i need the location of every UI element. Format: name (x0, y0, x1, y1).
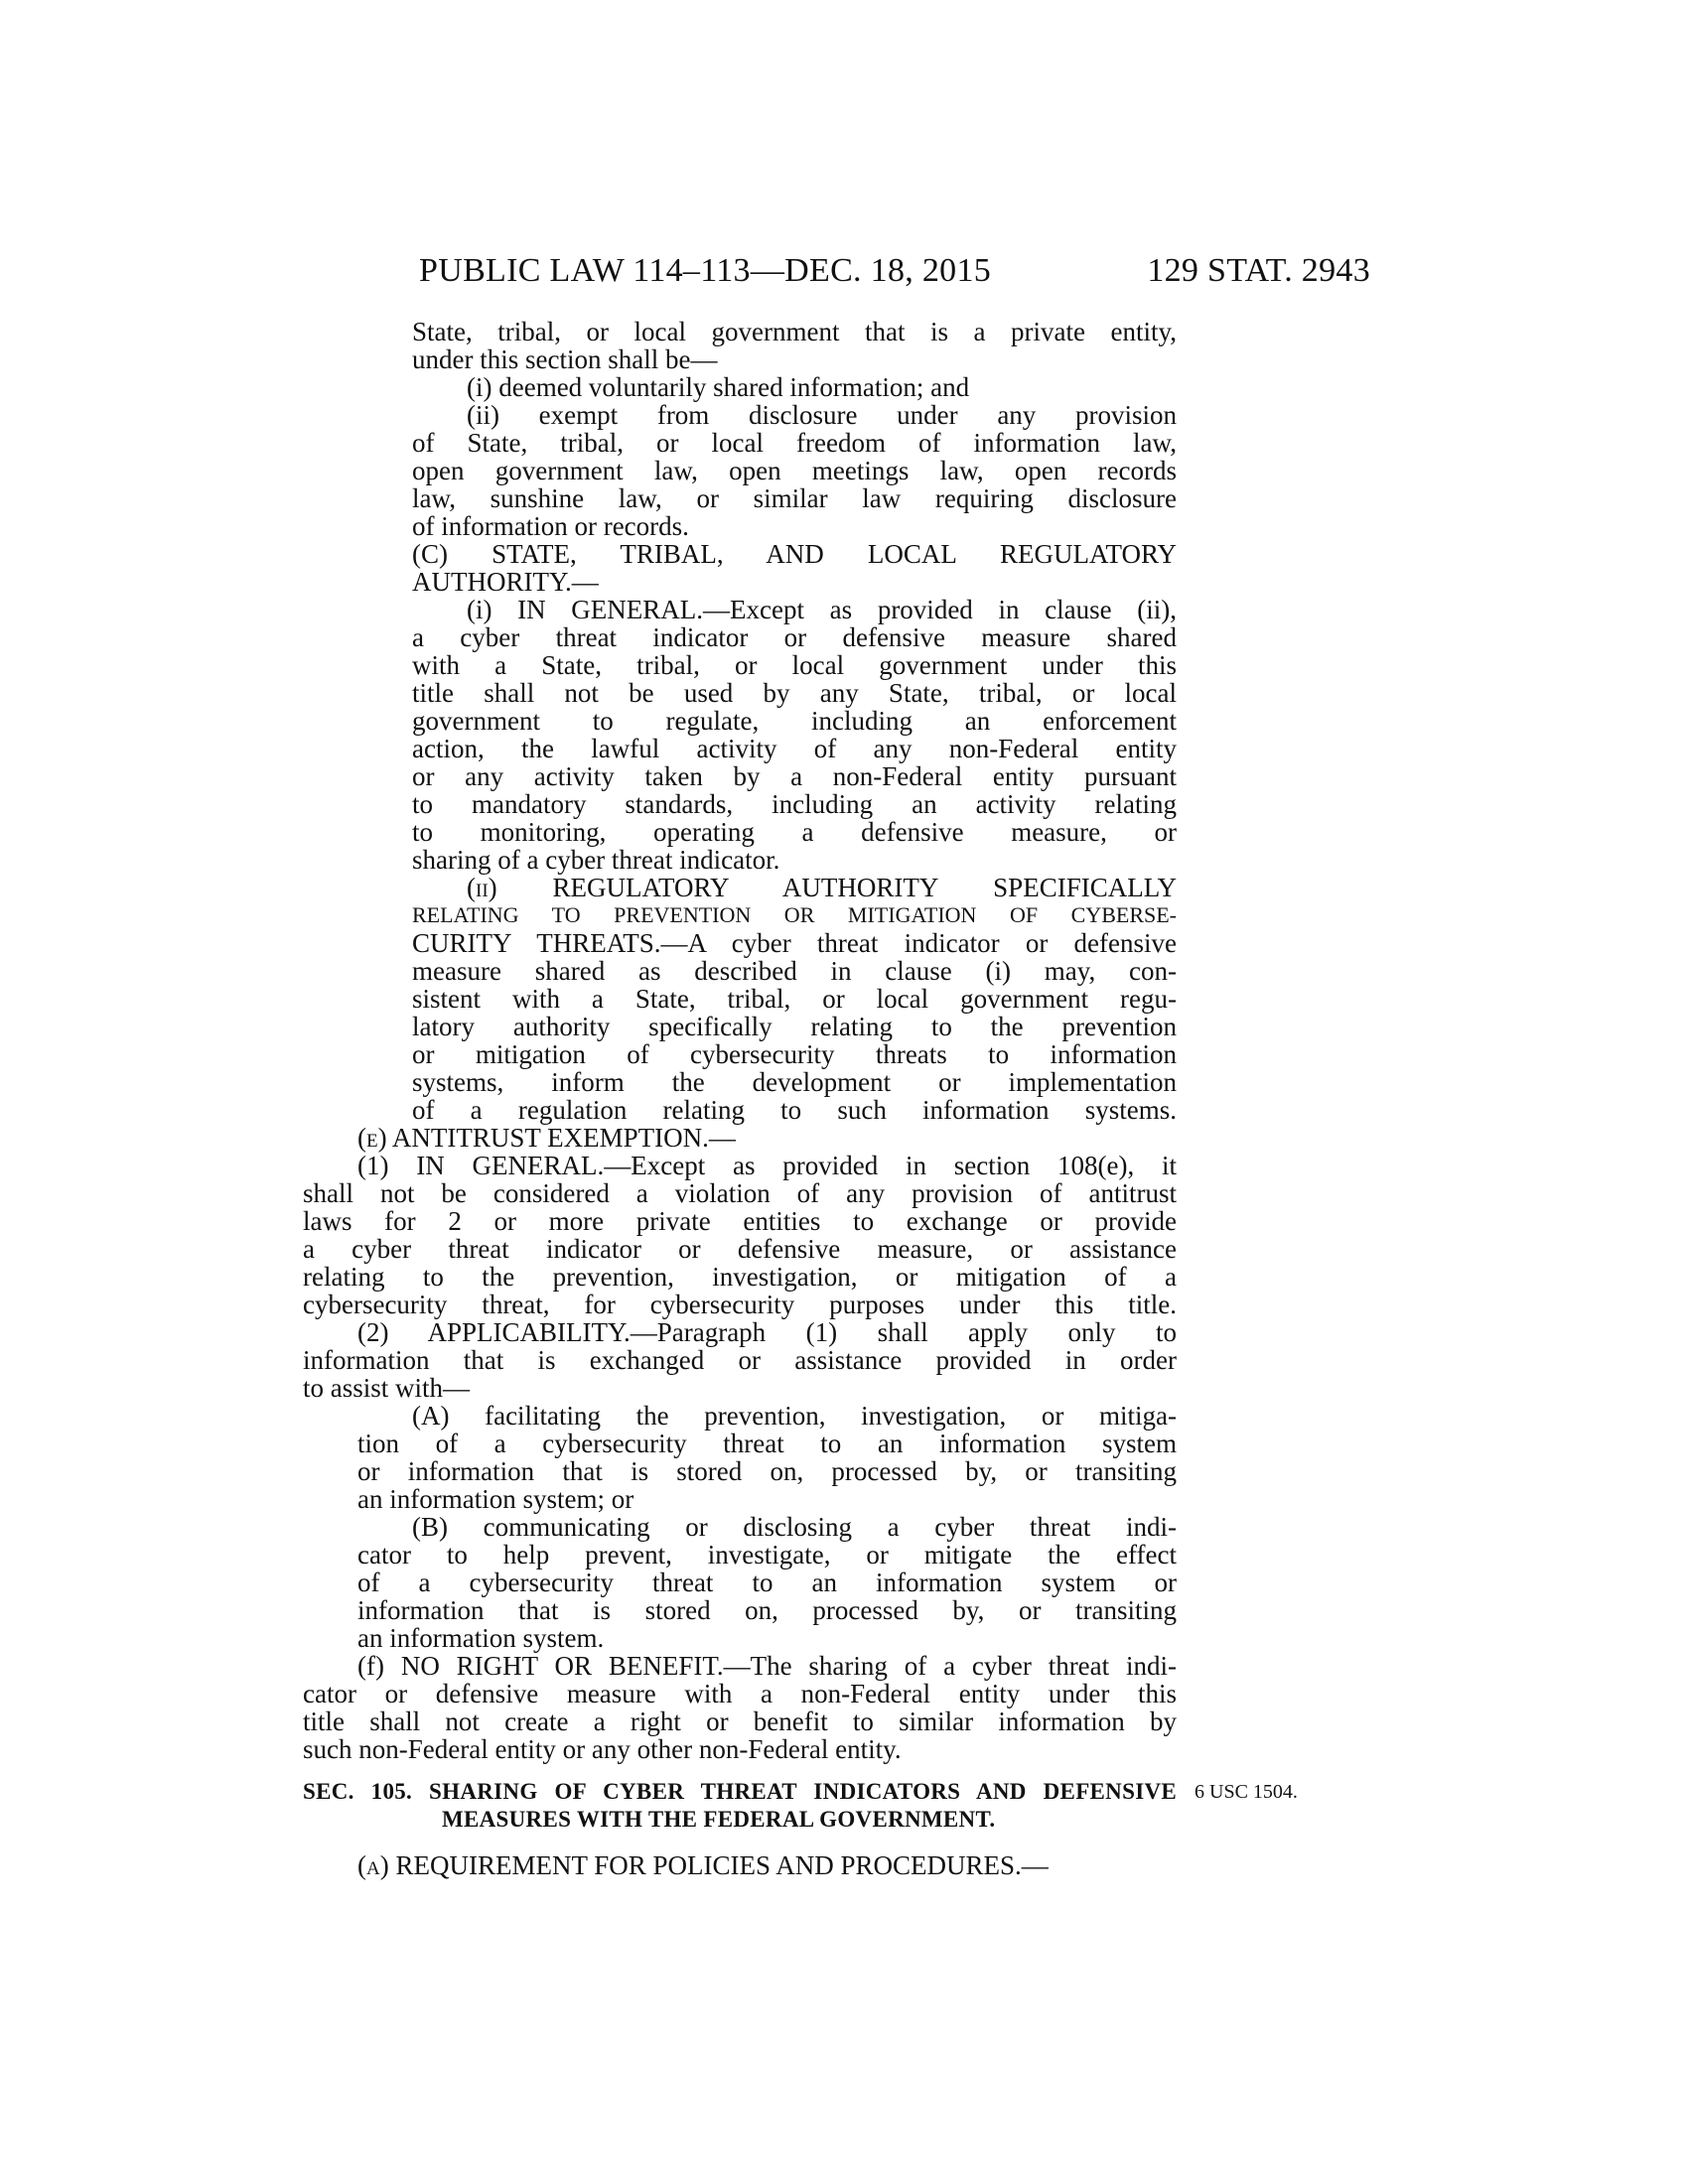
text-line: cator or defensive measure with a non-Federal entity under this (303, 1679, 1177, 1708)
text-line: information that is stored on, processed by, or transiting (357, 1595, 1177, 1625)
text-line: government to regulate, including an enforcement (412, 706, 1177, 736)
usc-margin-note: 6 USC 1504. (1195, 1781, 1298, 1803)
header-page-number: 129 STAT. 2943 (1147, 252, 1370, 289)
text-line: sharing of a cyber threat indicator. (412, 845, 780, 875)
text-line: laws for 2 or more private entities to exchange or provide (303, 1206, 1177, 1236)
text-line: to assist with— (303, 1373, 471, 1403)
section-heading-line1: SEC. 105. SHARING OF CYBER THREAT INDICATORS AND DEFENSIVE (303, 1779, 1177, 1804)
text-line: measure shared as described in clause (i) may, con- (412, 956, 1177, 986)
text-line: law, sunshine law, or similar law requiring disclosure (412, 483, 1177, 513)
text-line: CURITY THREATS.—A cyber threat indicator or defensive (412, 928, 1177, 958)
text-line: AUTHORITY.— (412, 567, 599, 597)
text-line: an information system; or (357, 1484, 634, 1514)
text-line: cator to help prevent, investigate, or mitigate the effect (357, 1540, 1177, 1570)
header-title: PUBLIC LAW 114–113—DEC. 18, 2015 (419, 252, 992, 289)
text-line: or mitigation of cybersecurity threats to information (412, 1039, 1177, 1069)
text-line: of a cybersecurity threat to an information system or (357, 1568, 1177, 1597)
section-heading-line2: MEASURES WITH THE FEDERAL GOVERNMENT. (442, 1807, 996, 1832)
text-line: under this section shall be— (412, 344, 718, 374)
text-line: RELATING TO PREVENTION OR MITIGATION OF CYBERSE- (412, 902, 1177, 927)
text-line: (ii) exempt from disclosure under any provision (467, 400, 1177, 430)
text-line: tion of a cybersecurity threat to an information system (357, 1429, 1177, 1458)
subsection-heading: (a) REQUIREMENT FOR POLICIES AND PROCEDURES.— (357, 1850, 1049, 1880)
text-line: State, tribal, or local government that is a private entity, (412, 317, 1177, 346)
text-line: or information that is stored on, processed by, or transiting (357, 1456, 1177, 1486)
text-line: shall not be considered a violation of any provision of antitrust (303, 1178, 1177, 1208)
text-line: (2) APPLICABILITY.—Paragraph (1) shall apply only to (357, 1317, 1177, 1347)
text-line: relating to the prevention, investigation, or mitigation of a (303, 1262, 1177, 1292)
text-line: such non-Federal entity or any other non-Federal entity. (303, 1734, 902, 1764)
text-line: to monitoring, operating a defensive measure, or (412, 817, 1177, 847)
text-line: a cyber threat indicator or defensive measure shared (412, 622, 1177, 652)
text-line: (i) IN GENERAL.—Except as provided in clause (ii), (467, 595, 1177, 624)
text-line: (ii) REGULATORY AUTHORITY SPECIFICALLY (467, 873, 1177, 902)
text-line: latory authority specifically relating to the prevention (412, 1012, 1177, 1041)
text-line: (e) ANTITRUST EXEMPTION.— (357, 1123, 736, 1153)
text-line: a cyber threat indicator or defensive measure, or assistance (303, 1234, 1177, 1264)
text-line: an information system. (357, 1623, 605, 1653)
text-line: (1) IN GENERAL.—Except as provided in section 108(e), it (357, 1151, 1177, 1180)
text-line: (i) deemed voluntarily shared information; and (467, 372, 970, 402)
text-line: to mandatory standards, including an activity relating (412, 789, 1177, 819)
text-line: open government law, open meetings law, open records (412, 456, 1177, 485)
text-line: systems, inform the development or implementation (412, 1067, 1177, 1097)
text-line: or any activity taken by a non-Federal entity pursuant (412, 761, 1177, 791)
running-header (419, 252, 1370, 292)
text-line: title shall not be used by any State, tribal, or local (412, 678, 1177, 708)
text-line: of a regulation relating to such information systems. (412, 1095, 1177, 1125)
text-line: title shall not create a right or benefit to similar information by (303, 1706, 1177, 1736)
text-line: of information or records. (412, 511, 689, 541)
text-line: (f) NO RIGHT OR BENEFIT.—The sharing of a cyber threat indi- (357, 1651, 1177, 1681)
text-line: cybersecurity threat, for cybersecurity purposes under this title. (303, 1290, 1177, 1319)
text-line: (C) STATE, TRIBAL, AND LOCAL REGULATORY (412, 539, 1177, 569)
text-line: (A) facilitating the prevention, investigation, or mitiga- (412, 1401, 1177, 1431)
text-line: of State, tribal, or local freedom of information law, (412, 428, 1177, 458)
text-line: information that is exchanged or assistance provided in order (303, 1345, 1177, 1375)
text-line: sistent with a State, tribal, or local government regu- (412, 984, 1177, 1014)
text-line: action, the lawful activity of any non-Federal entity (412, 734, 1177, 763)
text-line: with a State, tribal, or local government under this (412, 650, 1177, 680)
text-line: (B) communicating or disclosing a cyber threat indi- (412, 1512, 1177, 1542)
